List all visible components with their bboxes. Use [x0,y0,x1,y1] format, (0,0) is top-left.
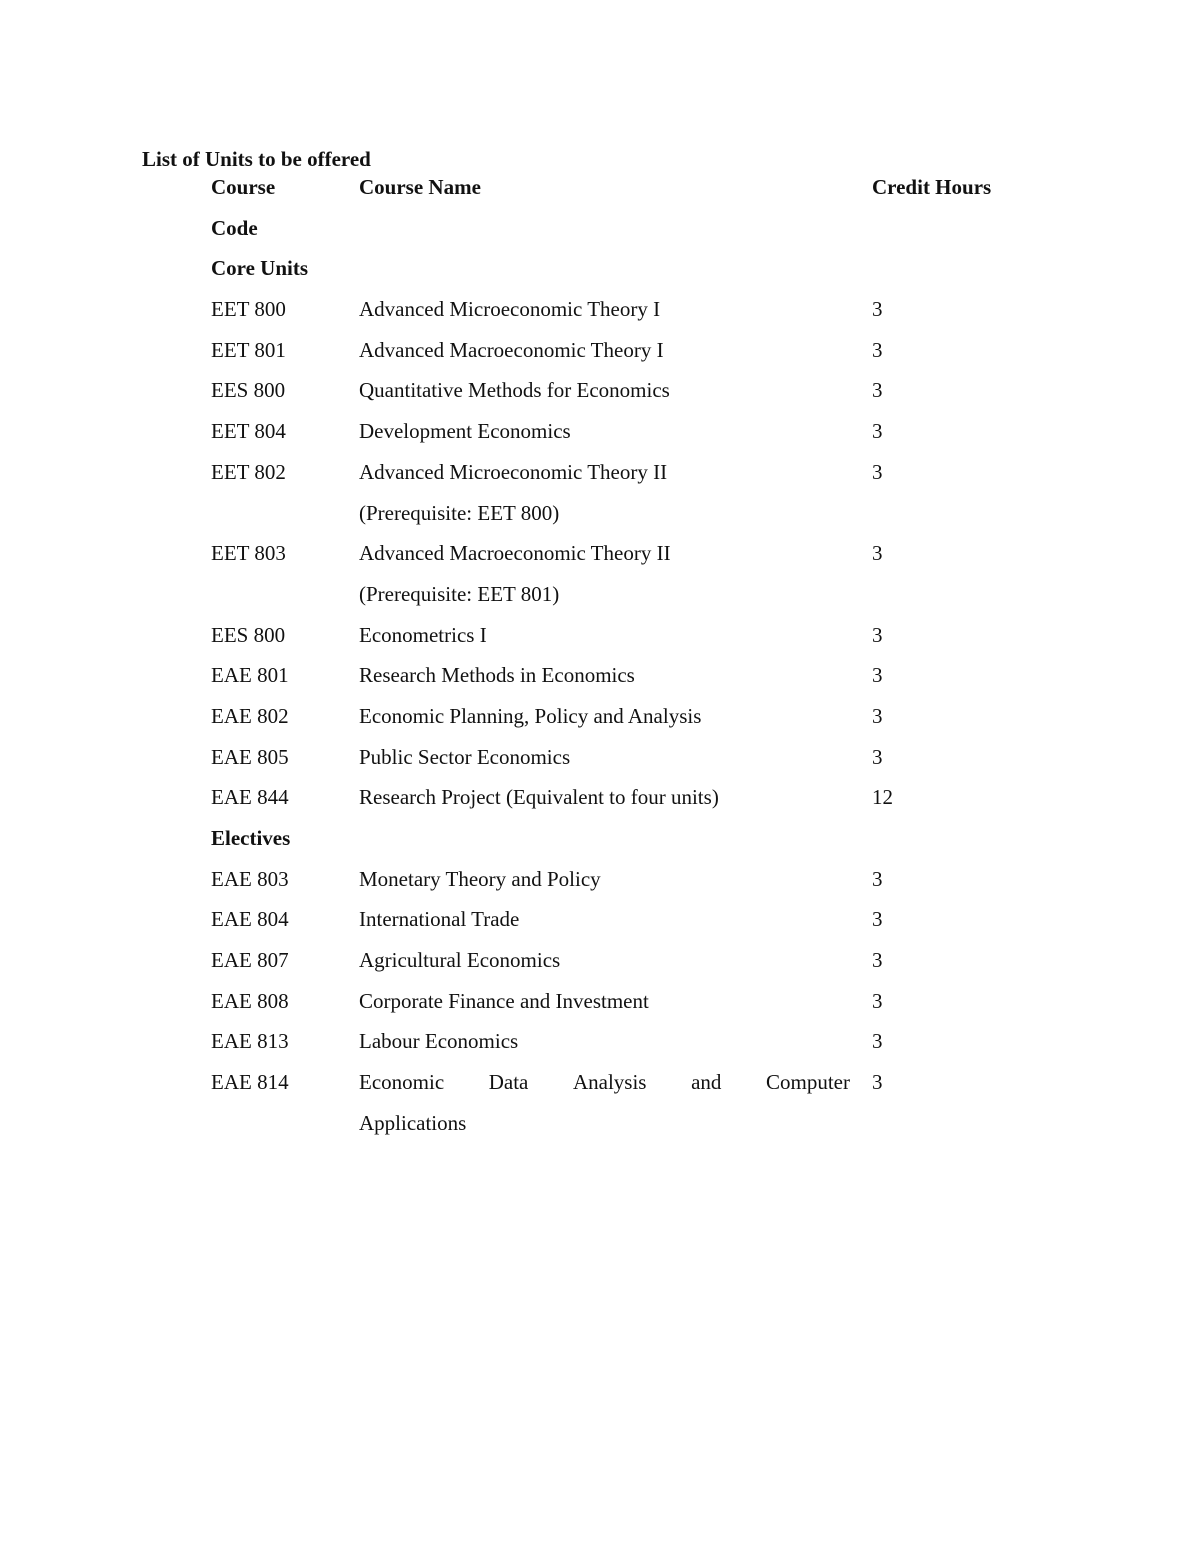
header-course-code-continued: Code [211,215,258,240]
course-code: EAE 844 [211,785,289,810]
course-name: Corporate Finance and Investment [359,988,649,1013]
course-code: EET 803 [211,541,286,566]
table-row [211,375,1011,416]
header-credit-hours: Credit Hours [872,175,992,199]
course-code: EAE 807 [211,948,289,973]
table-row [211,742,1011,783]
table-row [211,986,1011,1027]
course-name [359,1067,850,1097]
course-code: EET 801 [211,337,286,362]
course-code: EET 800 [211,297,286,322]
course-code: EAE 804 [211,907,289,932]
table-row [211,701,1011,742]
course-name: International Trade [359,907,520,932]
course-name: Advanced Macroeconomic Theory II [359,541,671,566]
credit-hours: 3 [872,866,883,891]
table-row [211,538,1011,579]
page-title: List of Units to be offered [142,147,371,171]
course-code: EAE 803 [211,866,289,891]
course-name-word: and [691,1070,722,1095]
course-code: EES 800 [211,378,286,403]
table-row [211,294,1011,335]
course-name: Research Methods in Economics [359,663,635,688]
table-row [211,945,1011,986]
course-name: Advanced Microeconomic Theory II [359,459,668,484]
course-name-word: Economic [359,1070,445,1095]
credit-hours: 3 [872,1070,883,1095]
credit-hours: 3 [872,948,883,973]
course-name: Monetary Theory and Policy [359,866,601,891]
course-code: EET 802 [211,459,286,484]
core-units-label: Core Units [211,256,309,281]
credit-hours: 3 [872,622,883,647]
course-name-word: Analysis [572,1070,647,1095]
electives-label: Electives [211,826,291,850]
course-code: EAE 808 [211,988,289,1013]
course-code: EAE 814 [211,1070,289,1095]
table-header-row [211,172,1011,213]
credit-hours: 3 [872,459,883,484]
course-code: EET 804 [211,419,286,444]
course-name: Economic Planning, Policy and Analysis [359,703,702,728]
table-row-continuation [211,1108,1011,1149]
course-name: Advanced Microeconomic Theory I [359,297,661,322]
header-course-code: Course [211,175,276,199]
prerequisite-note: (Prerequisite: EET 801) [359,581,560,606]
table-row [211,416,1011,457]
course-code: EAE 802 [211,703,289,728]
credit-hours: 3 [872,907,883,932]
credit-hours: 3 [872,378,883,403]
table-row [211,904,1011,945]
course-code: EAE 813 [211,1029,289,1054]
section-heading-core [211,253,1011,294]
course-code: EES 800 [211,622,286,647]
section-heading-electives [211,823,1011,864]
credit-hours: 3 [872,419,883,444]
credit-hours: 3 [872,744,883,769]
credit-hours: 3 [872,703,883,728]
credit-hours: 3 [872,297,883,322]
table-row [211,620,1011,661]
table-row-note [211,579,1011,620]
course-name-continued: Applications [359,1110,467,1135]
credit-hours: 3 [872,541,883,566]
table-row [211,1067,1011,1108]
course-name: Advanced Macroeconomic Theory I [359,337,664,362]
table-header-row-continued [211,213,1011,254]
header-course-name: Course Name [359,175,481,199]
course-name: Development Economics [359,419,571,444]
table-row [211,782,1011,823]
credit-hours: 3 [872,988,883,1013]
table-row [211,335,1011,376]
units-table [211,172,1011,1149]
course-name: Agricultural Economics [359,948,561,973]
credit-hours: 3 [872,1029,883,1054]
table-row [211,864,1011,905]
table-row [211,1026,1011,1067]
course-name: Public Sector Economics [359,744,571,769]
credit-hours: 12 [872,785,893,810]
credit-hours: 3 [872,337,883,362]
prerequisite-note: (Prerequisite: EET 800) [359,500,560,525]
table-row [211,660,1011,701]
course-name: Quantitative Methods for Economics [359,378,670,403]
table-row [211,457,1011,498]
credit-hours: 3 [872,663,883,688]
course-code: EAE 805 [211,744,289,769]
course-name-word: Data [488,1070,529,1095]
course-name: Research Project (Equivalent to four units) [359,785,719,810]
course-name-word: Computer [766,1070,850,1095]
course-name: Econometrics I [359,622,487,647]
course-code: EAE 801 [211,663,289,688]
table-row-note [211,498,1011,539]
course-name: Labour Economics [359,1029,519,1054]
